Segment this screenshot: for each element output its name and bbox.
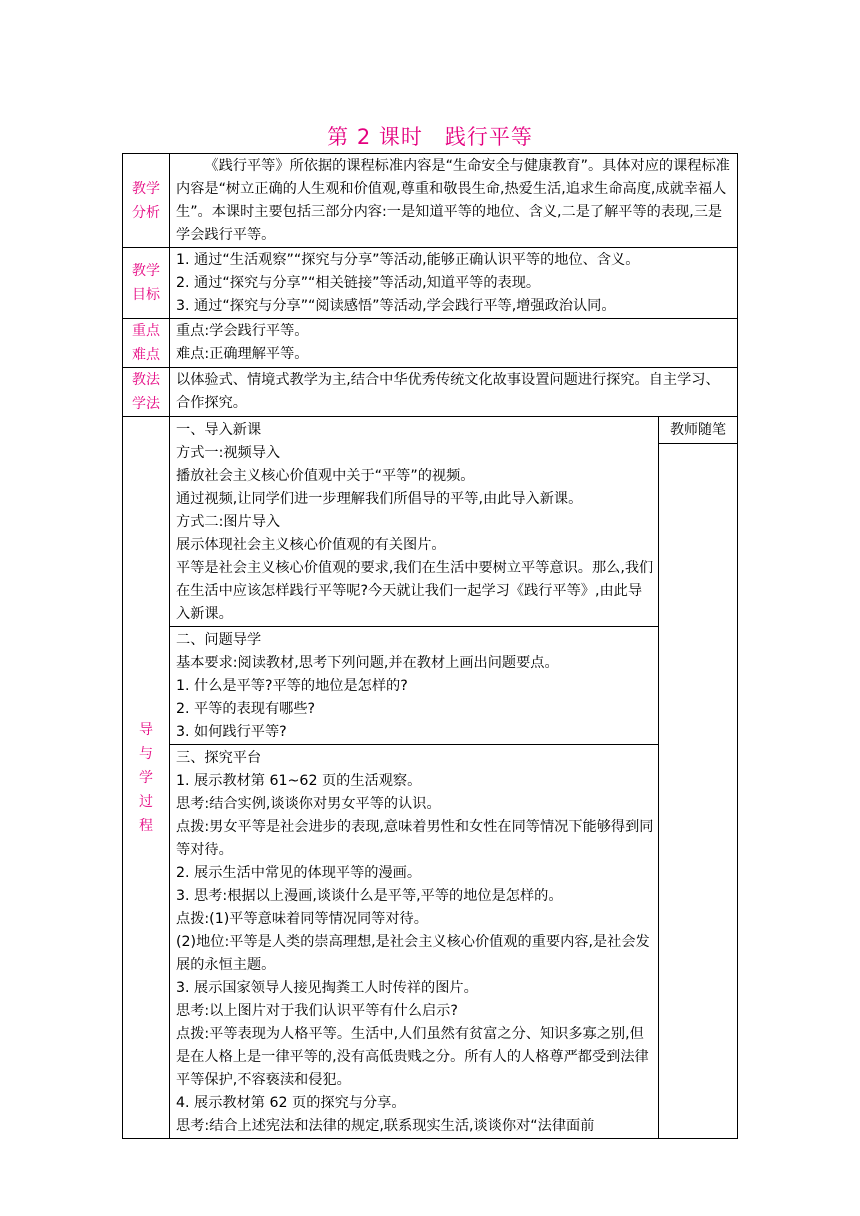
label-process-char: 与 [139, 745, 153, 762]
process-inner-table [170, 417, 737, 1138]
section-line: (2)地位:平等是人类的崇高理想,是社会主义核心价值观的重要内容,是社会发展的永恒主题。 [176, 934, 650, 973]
label-objectives-line2: 目标 [132, 287, 160, 303]
section-line: 点拨:平等表现为人格平等。生活中,人们虽然有贫富之分、知识多寡之别,但是在人格上是一律平等的,没有高低贵贱之分。所有人的人格尊严都受到法律平等保护,不容亵渎和侵犯。 [176, 1026, 649, 1088]
method-text [170, 368, 738, 417]
focus-list [170, 319, 738, 368]
section-line: 3. 展示国家领导人接见掏粪工人时传祥的图片。 [176, 980, 478, 996]
section-line: 2. 平等的表现有哪些? [176, 701, 316, 717]
section-line: 3. 如何践行平等? [176, 724, 287, 740]
section-line: 2. 展示生活中常见的体现平等的漫画。 [176, 865, 422, 881]
label-objectives-line1: 教学 [132, 263, 160, 279]
section-line: 方式一:视频导入 [176, 445, 281, 461]
objectives-list [170, 248, 738, 319]
method-paragraph: 以体验式、情境式教学为主,结合中华优秀传统文化故事设置问题进行探究。自主学习、合作探究。 [176, 372, 720, 411]
row-focus [123, 319, 738, 368]
focus-difficulty: 难点:正确理解平等。 [176, 346, 309, 362]
process-sections [170, 417, 659, 1138]
label-method-line2: 学法 [132, 396, 160, 412]
label-focus-line2: 难点 [132, 347, 160, 363]
label-process-char: 学 [139, 769, 153, 786]
label-analysis-line2: 分析 [132, 204, 160, 221]
section-heading: 三、探究平台 [176, 750, 262, 766]
label-method-line1: 教法 [132, 372, 160, 388]
label-objectives [123, 248, 170, 319]
label-process-char: 导 [139, 721, 153, 738]
label-process-char: 程 [139, 817, 153, 834]
section-line: 思考:结合上述宪法和法律的规定,联系现实生活,谈谈你对“法律面前 [176, 1118, 595, 1134]
section-line: 1. 展示教材第 61~62 页的生活观察。 [176, 773, 422, 789]
section-line: 播放社会主义核心价值观中关于“平等”的视频。 [176, 468, 475, 484]
section-line: 思考:以上图片对于我们认识平等有什么启示? [176, 1003, 458, 1019]
section-line: 1. 什么是平等?平等的地位是怎样的? [176, 678, 408, 694]
row-analysis [123, 154, 738, 248]
section-line: 思考:结合实例,谈谈你对男女平等的认识。 [176, 796, 441, 812]
lesson-plan-table [122, 153, 738, 1139]
section-line: 通过视频,让同学们进一步理解我们所倡导的平等,由此导入新课。 [176, 491, 583, 507]
section-heading: 一、导入新课 [176, 422, 262, 438]
objective-item: 3. 通过“探究与分享”“阅读感悟”等活动,学会践行平等,增强政治认同。 [176, 298, 616, 314]
section-line: 点拨:(1)平等意味着同等情况同等对待。 [176, 911, 428, 927]
label-method [123, 368, 170, 417]
section-line: 展示体现社会主义核心价值观的有关图片。 [176, 537, 446, 553]
label-process-char: 过 [139, 793, 153, 810]
row-objectives [123, 248, 738, 319]
label-focus-line1: 重点 [132, 323, 160, 339]
page-title: 第 2 课时 践行平等 [327, 125, 533, 149]
section-line: 3. 思考:根据以上漫画,谈谈什么是平等,平等的地位是怎样的。 [176, 888, 563, 904]
teacher-notes-column [659, 417, 738, 1138]
row-process [123, 417, 738, 1139]
section-introduction [170, 417, 658, 627]
objective-item: 1. 通过“生活观察”“探究与分享”等活动,能够正确认识平等的地位、含义。 [176, 252, 640, 268]
focus-key: 重点:学会践行平等。 [176, 323, 309, 339]
section-heading: 二、问题导学 [176, 632, 262, 648]
section-guided-questions [170, 627, 658, 745]
section-line: 4. 展示教材第 62 页的探究与分享。 [176, 1095, 406, 1111]
label-analysis [123, 154, 170, 248]
label-analysis-line1: 教学 [132, 180, 160, 197]
objective-item: 2. 通过“探究与分享”“相关链接”等活动,知道平等的表现。 [176, 275, 541, 291]
analysis-text [170, 154, 738, 248]
process-cell [170, 417, 738, 1139]
row-method [123, 368, 738, 417]
label-focus [123, 319, 170, 368]
analysis-paragraph: 《践行平等》所依据的课程标准内容是“生命安全与健康教育”。具体对应的课程标准内容是“树立正确的人生观和价值观,尊重和敬畏生命,热爱生活,追求生命高度,成就幸福人生”。本课时主要包括三部分内容:一是知道平等的地位、含义,二是了解平等的表现,三是学会践行平等。 [176, 158, 730, 243]
section-line: 平等是社会主义核心价值观的要求,我们在生活中要树立平等意识。那么,我们在生活中应该怎样践行平等呢?今天就让我们一起学习《践行平等》,由此导入新课。 [176, 560, 654, 622]
section-line: 基本要求:阅读教材,思考下列问题,并在教材上画出问题要点。 [176, 655, 559, 671]
label-process [123, 417, 170, 1139]
section-exploration [170, 745, 658, 1138]
section-line: 点拨:男女平等是社会进步的表现,意味着男性和女性在同等情况下能够得到同等对待。 [176, 819, 654, 858]
section-line: 方式二:图片导入 [176, 514, 281, 530]
teacher-notes-header: 教师随笔 [659, 417, 737, 444]
